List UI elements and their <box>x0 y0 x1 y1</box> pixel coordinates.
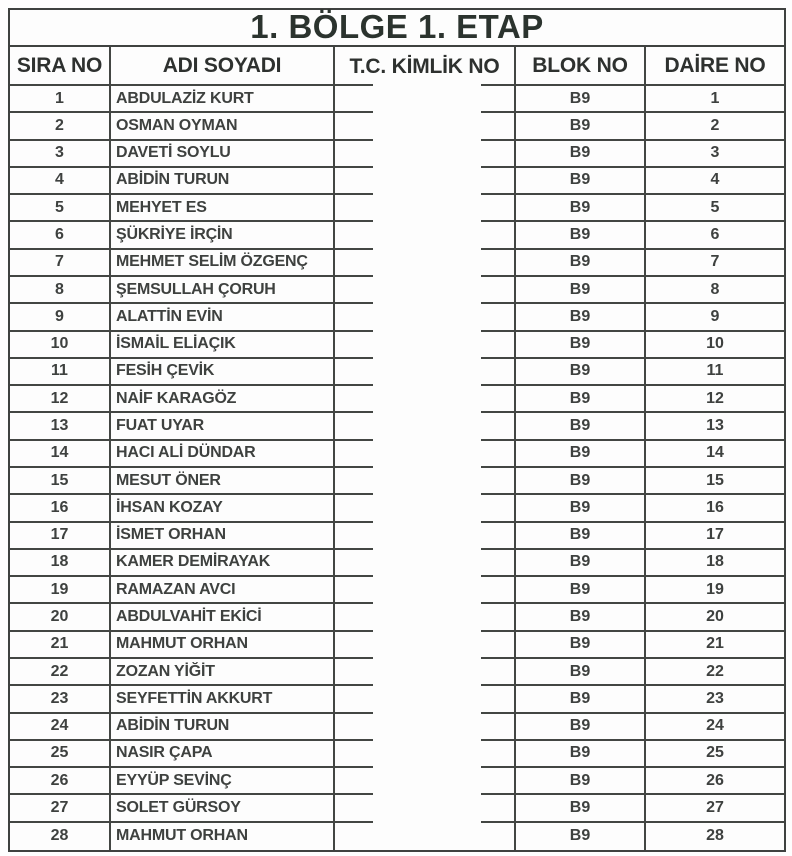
cell-adi-soyadi: HACI ALİ DÜNDAR <box>111 441 335 468</box>
cell-daire-no: 14 <box>646 441 784 468</box>
cell-tc-kimlik-no <box>335 113 516 140</box>
cell-tc-kimlik-no <box>335 277 516 304</box>
cell-blok-no: B9 <box>516 277 646 304</box>
cell-sira-no: 20 <box>10 604 111 631</box>
cell-sira-no: 10 <box>10 332 111 359</box>
cell-sira-no: 25 <box>10 741 111 768</box>
cell-tc-kimlik-no <box>335 195 516 222</box>
column-header-tc-kimlik-no: T.C. KİMLİK NO <box>335 47 516 86</box>
cell-tc-kimlik-no <box>335 768 516 795</box>
cell-tc-kimlik-no <box>335 741 516 768</box>
cell-blok-no: B9 <box>516 413 646 440</box>
column-header-sira-no: SIRA NO <box>10 47 111 86</box>
cell-adi-soyadi: KAMER DEMİRAYAK <box>111 550 335 577</box>
cell-tc-kimlik-no <box>335 359 516 386</box>
cell-daire-no: 10 <box>646 332 784 359</box>
cell-sira-no: 23 <box>10 686 111 713</box>
cell-daire-no: 2 <box>646 113 784 140</box>
cell-daire-no: 19 <box>646 577 784 604</box>
cell-tc-kimlik-no <box>335 523 516 550</box>
cell-adi-soyadi: ZOZAN YİĞİT <box>111 659 335 686</box>
cell-tc-kimlik-no <box>335 86 516 113</box>
cell-blok-no: B9 <box>516 795 646 822</box>
cell-sira-no: 27 <box>10 795 111 822</box>
cell-daire-no: 5 <box>646 195 784 222</box>
cell-blok-no: B9 <box>516 714 646 741</box>
allocation-table <box>8 8 786 852</box>
cell-tc-kimlik-no <box>335 632 516 659</box>
cell-sira-no: 18 <box>10 550 111 577</box>
cell-daire-no: 27 <box>646 795 784 822</box>
cell-adi-soyadi: ŞEMSULLAH ÇORUH <box>111 277 335 304</box>
cell-blok-no: B9 <box>516 659 646 686</box>
cell-daire-no: 4 <box>646 168 784 195</box>
cell-blok-no: B9 <box>516 741 646 768</box>
cell-daire-no: 7 <box>646 250 784 277</box>
cell-sira-no: 26 <box>10 768 111 795</box>
cell-daire-no: 26 <box>646 768 784 795</box>
cell-tc-kimlik-no <box>335 577 516 604</box>
cell-sira-no: 19 <box>10 577 111 604</box>
cell-adi-soyadi: EYYÜP SEVİNÇ <box>111 768 335 795</box>
cell-blok-no: B9 <box>516 86 646 113</box>
cell-tc-kimlik-no <box>335 250 516 277</box>
cell-sira-no: 13 <box>10 413 111 440</box>
cell-tc-kimlik-no <box>335 304 516 331</box>
cell-sira-no: 6 <box>10 222 111 249</box>
cell-adi-soyadi: FUAT UYAR <box>111 413 335 440</box>
cell-sira-no: 14 <box>10 441 111 468</box>
cell-adi-soyadi: NASIR ÇAPA <box>111 741 335 768</box>
cell-daire-no: 23 <box>646 686 784 713</box>
cell-tc-kimlik-no <box>335 468 516 495</box>
cell-blok-no: B9 <box>516 495 646 522</box>
table-grid <box>10 47 784 850</box>
cell-sira-no: 2 <box>10 113 111 140</box>
cell-daire-no: 18 <box>646 550 784 577</box>
cell-blok-no: B9 <box>516 577 646 604</box>
cell-tc-kimlik-no <box>335 332 516 359</box>
cell-daire-no: 9 <box>646 304 784 331</box>
cell-daire-no: 15 <box>646 468 784 495</box>
cell-tc-kimlik-no <box>335 413 516 440</box>
column-header-adi-soyadi: ADI SOYADI <box>111 47 335 86</box>
cell-sira-no: 9 <box>10 304 111 331</box>
cell-daire-no: 11 <box>646 359 784 386</box>
cell-daire-no: 6 <box>646 222 784 249</box>
cell-blok-no: B9 <box>516 386 646 413</box>
cell-daire-no: 8 <box>646 277 784 304</box>
cell-adi-soyadi: ŞÜKRİYE İRÇİN <box>111 222 335 249</box>
cell-blok-no: B9 <box>516 523 646 550</box>
table-title-row <box>10 10 784 47</box>
column-header-daire-no: DAİRE NO <box>646 47 784 86</box>
cell-blok-no: B9 <box>516 823 646 850</box>
column-header-blok-no: BLOK NO <box>516 47 646 86</box>
cell-blok-no: B9 <box>516 222 646 249</box>
cell-blok-no: B9 <box>516 250 646 277</box>
cell-daire-no: 20 <box>646 604 784 631</box>
cell-tc-kimlik-no <box>335 795 516 822</box>
cell-adi-soyadi: SOLET GÜRSOY <box>111 795 335 822</box>
cell-adi-soyadi: SEYFETTİN AKKURT <box>111 686 335 713</box>
cell-adi-soyadi: ABDULVAHİT EKİCİ <box>111 604 335 631</box>
cell-tc-kimlik-no <box>335 495 516 522</box>
cell-daire-no: 3 <box>646 141 784 168</box>
cell-adi-soyadi: ABİDİN TURUN <box>111 714 335 741</box>
cell-sira-no: 8 <box>10 277 111 304</box>
cell-sira-no: 4 <box>10 168 111 195</box>
cell-adi-soyadi: ABİDİN TURUN <box>111 168 335 195</box>
cell-blok-no: B9 <box>516 686 646 713</box>
cell-adi-soyadi: RAMAZAN AVCI <box>111 577 335 604</box>
cell-daire-no: 16 <box>646 495 784 522</box>
cell-sira-no: 21 <box>10 632 111 659</box>
table-title: 1. BÖLGE 1. ETAP <box>250 8 544 45</box>
cell-sira-no: 1 <box>10 86 111 113</box>
cell-daire-no: 25 <box>646 741 784 768</box>
cell-blok-no: B9 <box>516 304 646 331</box>
cell-tc-kimlik-no <box>335 823 516 850</box>
cell-adi-soyadi: FESİH ÇEVİK <box>111 359 335 386</box>
cell-sira-no: 5 <box>10 195 111 222</box>
cell-blok-no: B9 <box>516 332 646 359</box>
cell-daire-no: 13 <box>646 413 784 440</box>
cell-tc-kimlik-no <box>335 141 516 168</box>
cell-sira-no: 3 <box>10 141 111 168</box>
cell-blok-no: B9 <box>516 113 646 140</box>
cell-sira-no: 28 <box>10 823 111 850</box>
cell-adi-soyadi: ALATTİN EVİN <box>111 304 335 331</box>
cell-sira-no: 17 <box>10 523 111 550</box>
cell-adi-soyadi: OSMAN OYMAN <box>111 113 335 140</box>
cell-adi-soyadi: İSMAİL ELİAÇIK <box>111 332 335 359</box>
cell-adi-soyadi: MEHYET ES <box>111 195 335 222</box>
cell-blok-no: B9 <box>516 359 646 386</box>
cell-sira-no: 15 <box>10 468 111 495</box>
cell-sira-no: 24 <box>10 714 111 741</box>
cell-blok-no: B9 <box>516 168 646 195</box>
cell-blok-no: B9 <box>516 604 646 631</box>
cell-tc-kimlik-no <box>335 714 516 741</box>
cell-daire-no: 24 <box>646 714 784 741</box>
cell-sira-no: 11 <box>10 359 111 386</box>
cell-sira-no: 12 <box>10 386 111 413</box>
cell-sira-no: 22 <box>10 659 111 686</box>
cell-daire-no: 17 <box>646 523 784 550</box>
cell-blok-no: B9 <box>516 632 646 659</box>
cell-adi-soyadi: MAHMUT ORHAN <box>111 632 335 659</box>
cell-adi-soyadi: MEHMET SELİM ÖZGENÇ <box>111 250 335 277</box>
cell-daire-no: 22 <box>646 659 784 686</box>
cell-blok-no: B9 <box>516 441 646 468</box>
cell-adi-soyadi: MESUT ÖNER <box>111 468 335 495</box>
cell-daire-no: 21 <box>646 632 784 659</box>
cell-blok-no: B9 <box>516 141 646 168</box>
cell-blok-no: B9 <box>516 195 646 222</box>
cell-adi-soyadi: MAHMUT ORHAN <box>111 823 335 850</box>
cell-blok-no: B9 <box>516 468 646 495</box>
cell-tc-kimlik-no <box>335 686 516 713</box>
cell-sira-no: 7 <box>10 250 111 277</box>
cell-adi-soyadi: İHSAN KOZAY <box>111 495 335 522</box>
cell-adi-soyadi: NAİF KARAGÖZ <box>111 386 335 413</box>
cell-tc-kimlik-no <box>335 659 516 686</box>
cell-daire-no: 12 <box>646 386 784 413</box>
cell-tc-kimlik-no <box>335 550 516 577</box>
cell-blok-no: B9 <box>516 768 646 795</box>
cell-sira-no: 16 <box>10 495 111 522</box>
cell-tc-kimlik-no <box>335 168 516 195</box>
cell-daire-no: 28 <box>706 827 724 845</box>
cell-adi-soyadi: İSMET ORHAN <box>111 523 335 550</box>
cell-tc-kimlik-no <box>335 604 516 631</box>
cell-tc-kimlik-no <box>335 386 516 413</box>
cell-adi-soyadi: DAVETİ SOYLU <box>111 141 335 168</box>
cell-blok-no: B9 <box>516 550 646 577</box>
cell-daire-no: 1 <box>646 86 784 113</box>
cell-tc-kimlik-no <box>335 222 516 249</box>
cell-adi-soyadi: ABDULAZİZ KURT <box>111 86 335 113</box>
cell-tc-kimlik-no <box>335 441 516 468</box>
